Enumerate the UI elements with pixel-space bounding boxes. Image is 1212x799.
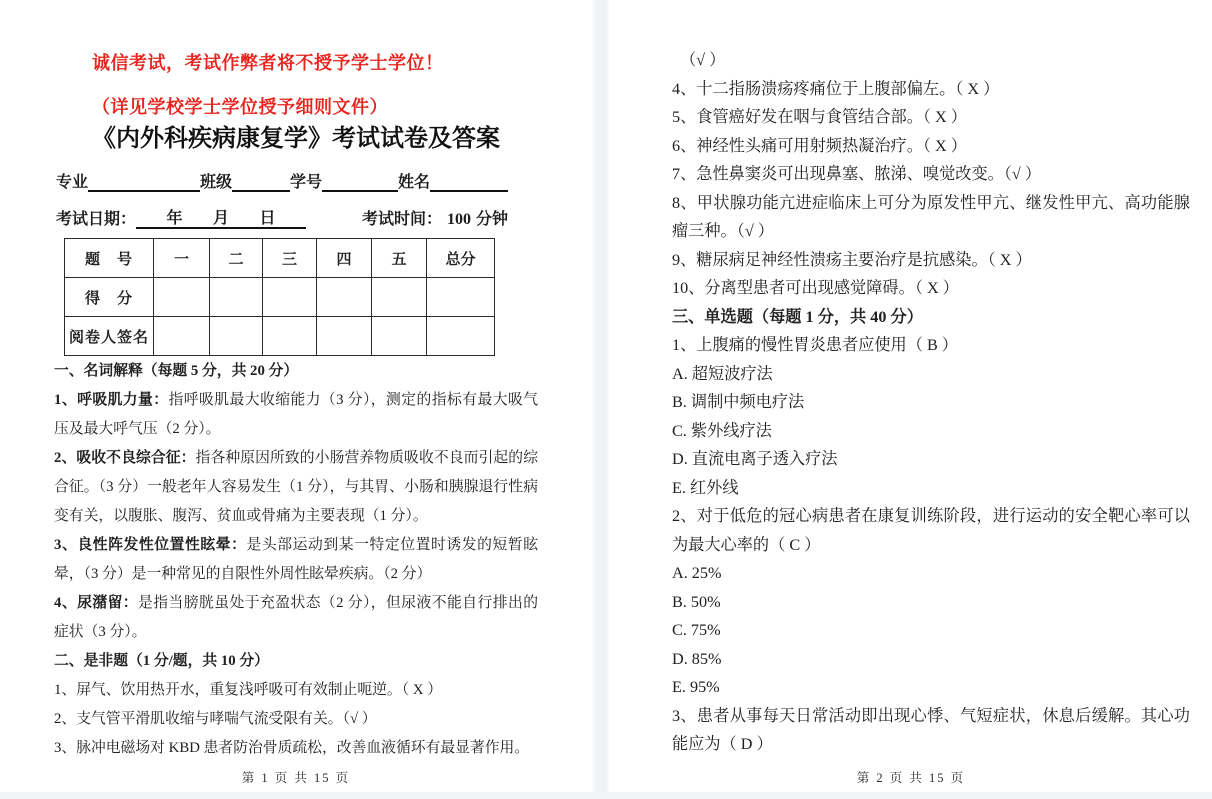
question-line: B. 调制中频电疗法 (672, 393, 805, 411)
score-table-column-header: 四 (317, 239, 372, 278)
month-label: 月 (213, 210, 230, 227)
question-line: 2、对于低危的冠心病患者在康复训练阶段，进行运动的安全靶心率可以为最大心率的（ C ） (672, 507, 1190, 554)
page-number-footer: 第 2 页 共 15 页 (856, 771, 966, 785)
question-line: E. 红外线 (672, 478, 739, 497)
class-label: 班级 (200, 174, 233, 191)
question-line: 3、患者从事每天日常活动即出现心悸、气短症状，休息后缓解。其心功能应为（ D ） (672, 706, 1190, 753)
score-table-empty-cell (263, 317, 317, 356)
score-table-column-header: 总分 (427, 239, 495, 278)
exam-time-unit: 分钟 (476, 211, 509, 228)
page-gap-divider (592, 0, 610, 799)
question-line: D. 直流电离子透入疗法 (672, 450, 838, 468)
score-table-row-label: 阅卷人签名 (65, 317, 154, 356)
question-line: 6、神经性头痛可用射频热凝治疗。（ X ） (672, 136, 967, 155)
score-table-column-header: 五 (372, 239, 427, 278)
question-line: 10、分离型患者可出现感觉障碍。（ X ） (672, 279, 959, 297)
exam-title: 《内外科疾病康复学》考试试卷及答案 (92, 126, 500, 152)
score-table (64, 238, 495, 356)
page2-body (672, 46, 1190, 759)
page-1 (0, 0, 592, 799)
question-line: D. 85% (672, 649, 722, 668)
score-table-empty-cell (372, 317, 427, 356)
question-line: 4、尿潴留：是指当膀胱虽处于充盈状态（2 分），但尿液不能自行排出的症状（3 分）。 (54, 595, 538, 640)
score-table-empty-cell (210, 317, 263, 356)
question-line: A. 超短波疗法 (672, 364, 773, 383)
major-label: 专业 (56, 174, 89, 191)
question-line: C. 紫外线疗法 (672, 421, 772, 440)
score-table-empty-cell (427, 317, 495, 356)
question-line: 4、十二指肠溃疡疼痛位于上腹部偏左。（ X ） (672, 79, 1000, 98)
score-table-column-header: 一 (154, 239, 210, 278)
score-table-column-header: 二 (210, 239, 263, 278)
score-table-empty-cell (317, 317, 372, 356)
section-heading: 一、名词解释（每题 5 分，共 20 分） (54, 363, 299, 379)
year-label: 年 (166, 210, 183, 227)
exam-time-label: 考试时间： (362, 211, 443, 228)
student-no-label: 学号 (290, 174, 323, 191)
exam-date-label: 考试日期： (56, 211, 137, 228)
integrity-notice-line2: （详见学校学士学位授予细则文件） (92, 97, 388, 117)
name-label: 姓名 (398, 174, 431, 191)
question-line: （√ ） (680, 51, 726, 69)
page-number-footer: 第 1 页 共 15 页 (241, 771, 351, 785)
score-table-empty-cell (154, 317, 210, 356)
student-no-blank-line (322, 168, 398, 192)
question-line: C. 75% (672, 621, 721, 639)
page1-body (54, 357, 538, 763)
integrity-notice-line1: 诚信考试，考试作弊者将不授予学士学位！ (92, 53, 444, 73)
question-line: 9、糖尿病足神经性溃疡主要治疗是抗感染。（ X ） (672, 250, 1032, 269)
question-line: A. 25% (672, 564, 722, 582)
question-line: 1、上腹痛的慢性胃炎患者应使用（ B ） (672, 336, 958, 354)
question-line: 1、屏气、饮用热开水，重复浅呼吸可有效制止呃逆。（ X ） (54, 682, 443, 698)
section-heading: 二、是非题（1 分/题，共 10 分） (54, 653, 269, 669)
question-line: 3、良性阵发性位置性眩晕：是头部运动到某一特定位置时诱发的短暂眩晕，（3 分）是一种常见的自限性外周性眩晕疾病。（2 分） (54, 537, 538, 582)
score-table-empty-cell (154, 278, 210, 317)
name-blank-line (430, 168, 508, 192)
day-label: 日 (259, 210, 276, 227)
score-table-empty-cell (427, 278, 495, 317)
score-table-column-header: 三 (263, 239, 317, 278)
question-line: B. 50% (672, 592, 721, 611)
question-line: 3、脉冲电磁场对 KBD 患者防治骨质疏松，改善血液循环有最显著作用。 (54, 740, 530, 756)
score-table-empty-cell (210, 278, 263, 317)
question-line: 1、呼吸肌力量：指呼吸肌最大收缩能力（3 分），测定的指标有最大吸气压及最大呼气压（2 分）。 (54, 392, 538, 437)
date-blank-line (136, 205, 306, 229)
question-line: E. 95% (672, 678, 720, 696)
question-line: 5、食管癌好发在咽与食管结合部。（ X ） (672, 108, 967, 126)
question-line: 2、支气管平滑肌收缩与哮喘气流受限有关。（√ ） (54, 711, 377, 727)
major-blank-line (88, 168, 200, 192)
question-line: 8、甲状腺功能亢进症临床上可分为原发性甲亢、继发性甲亢、高功能腺瘤三种。（√ ） (672, 193, 1190, 240)
page-2 (610, 0, 1212, 799)
section-heading: 三、单选题（每题 1 分，共 40 分） (672, 307, 923, 326)
score-table-empty-cell (372, 278, 427, 317)
viewer-bottom-strip (0, 792, 1212, 799)
question-line: 7、急性鼻窦炎可出现鼻塞、脓涕、嗅觉改变。（√ ） (672, 165, 1042, 183)
score-table-empty-cell (317, 278, 372, 317)
score-table-empty-cell (263, 278, 317, 317)
student-info-row (56, 168, 508, 192)
exam-date-row (56, 205, 508, 229)
class-blank-line (232, 168, 290, 192)
score-table-row-label: 得 分 (65, 278, 154, 317)
score-table-row-label: 题 号 (65, 239, 154, 278)
exam-time-number: 100 (447, 211, 472, 228)
question-line: 2、吸收不良综合征：指各种原因所致的小肠营养物质吸收不良而引起的综合征。（3 分）一般老年人容易发生（1 分），与其胃、小肠和胰腺退行性病变有关，以腹胀、腹泻、贫血或骨痛为主要表现（1 分）。 (54, 450, 538, 524)
